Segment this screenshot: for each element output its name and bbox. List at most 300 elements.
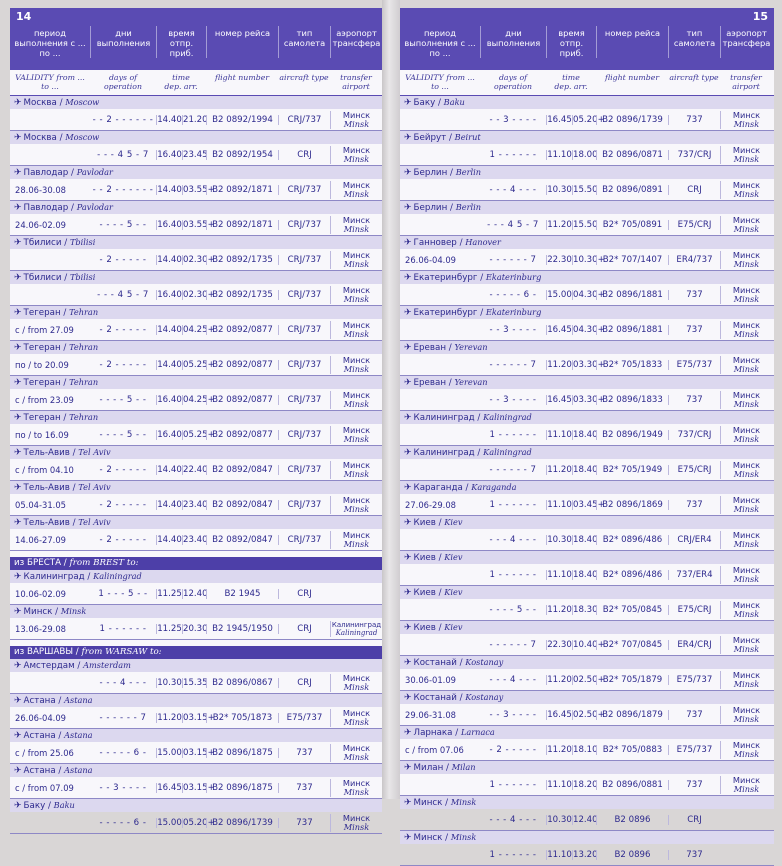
flight-row <box>400 529 774 550</box>
transfer-cell <box>720 496 772 514</box>
flight-number-cell: B2* 705/1879 <box>596 675 668 685</box>
arr-time-cell: 18.00 <box>573 149 598 160</box>
destination-name-en: Tel Aviv <box>78 482 111 492</box>
destination-name-en: Moscow <box>65 132 100 142</box>
flight-row <box>400 354 774 375</box>
flight-number-cell: B2 0896 <box>596 850 668 860</box>
header-flight: номер рейса <box>206 26 278 58</box>
transfer-cell <box>720 321 772 339</box>
transfer-cell <box>330 744 382 762</box>
destination-bar <box>400 586 774 599</box>
transfer-name: Минск <box>732 249 761 260</box>
arr-time-cell: 04.30+ <box>573 289 605 300</box>
plane-icon: ✈ <box>14 168 22 178</box>
transfer-name: Минск <box>342 249 371 260</box>
arr-time-cell: 10.40+ <box>573 639 605 650</box>
plane-icon: ✈ <box>14 483 22 493</box>
page-number: 15 <box>752 10 768 23</box>
flight-number-cell: B2 0892/1735 <box>206 255 278 265</box>
schedule-body <box>400 96 774 866</box>
plane-icon: ✈ <box>404 483 412 493</box>
transfer-name-en: Minsk <box>343 293 370 304</box>
aircraft-cell: 737 <box>278 818 330 828</box>
transfer-cell <box>720 741 772 759</box>
destination-name-en: Tel Aviv <box>78 517 111 527</box>
arr-time-cell: 23.45 <box>183 149 208 160</box>
destination-name-en: Tehran <box>69 342 99 352</box>
plane-icon: ✈ <box>404 553 412 563</box>
sub-aircraft: aircraft type <box>669 73 719 82</box>
destination-name-en: Kaliningrad <box>93 571 142 581</box>
destination-name-en: Yerevan <box>454 377 488 387</box>
plane-icon: ✈ <box>14 238 22 248</box>
section-header <box>10 557 382 570</box>
destination-bar <box>10 605 382 618</box>
flight-number-cell: B2* 707/1407 <box>596 255 668 265</box>
flight-entry <box>10 96 382 131</box>
destination-bar <box>400 271 774 284</box>
transfer-name-en: Minsk <box>733 678 760 689</box>
aircraft-cell: CRJ/737 <box>278 360 330 370</box>
transfer-name-en: Minsk <box>733 398 760 409</box>
flight-row <box>400 494 774 515</box>
aircraft-cell: 737/ER4 <box>668 570 720 580</box>
dep-time-cell: 16.40 <box>157 149 182 160</box>
flight-entry <box>10 166 382 201</box>
dep-time-cell: 14.40 <box>157 324 182 335</box>
transfer-name-en: Minsk <box>343 538 370 549</box>
destination-name-en: Tel Aviv <box>78 447 111 457</box>
destination-name: Ереван / <box>413 378 455 388</box>
destination-name: Тегеран / <box>23 308 70 318</box>
page-left <box>10 8 382 832</box>
flight-number-cell: B2 0896 <box>596 815 668 825</box>
transfer-cell <box>720 671 772 689</box>
arr-time-cell: 04.30+ <box>573 324 605 335</box>
transfer-name: Минск <box>732 529 761 540</box>
destination-bar <box>10 131 382 144</box>
flight-entry <box>10 516 382 551</box>
transfer-name: Минск <box>732 634 761 645</box>
flight-entry <box>400 376 774 411</box>
destination-name-en: Moscow <box>65 97 100 107</box>
days-cell: - - 3 - - - - <box>99 782 147 793</box>
flight-entry <box>400 726 774 761</box>
arr-time-cell: 04.25+ <box>183 324 215 335</box>
destination-name: Киев / <box>413 623 445 633</box>
section-label: из ВАРШАВЫ / <box>14 647 82 657</box>
flight-row <box>400 319 774 340</box>
transfer-cell <box>330 709 382 727</box>
flight-number-cell: B2 0896/1739 <box>596 115 668 125</box>
flight-row <box>10 742 382 763</box>
transfer-name: Минск <box>342 389 371 400</box>
transfer-cell <box>330 531 382 549</box>
destination-name-en: Kostanay <box>465 657 504 667</box>
transfer-name: Минск <box>342 812 371 823</box>
days-cell: - - - - - - 7 <box>489 464 537 475</box>
flight-row <box>10 618 382 639</box>
destination-bar <box>400 96 774 109</box>
sub-period: VALIDITY from ... to ... <box>15 73 85 91</box>
flight-entry <box>400 481 774 516</box>
flight-entry <box>400 621 774 656</box>
period-cell: с / from 23.09 <box>15 394 74 405</box>
aircraft-cell: CRJ <box>278 589 330 599</box>
aircraft-cell: CRJ/737 <box>278 395 330 405</box>
flight-row <box>400 284 774 305</box>
flight-row <box>10 144 382 165</box>
plane-icon: ✈ <box>14 378 22 388</box>
transfer-cell <box>330 426 382 444</box>
sub-transfer: transfer airport <box>730 73 762 91</box>
transfer-name: Минск <box>342 284 371 295</box>
dep-time-cell: 11.20 <box>547 674 572 685</box>
flight-entry <box>400 271 774 306</box>
transfer-name-en: Minsk <box>733 503 760 514</box>
aircraft-cell: 737 <box>668 325 720 335</box>
destination-name-en: Minsk <box>450 797 477 807</box>
dep-time-cell: 11.20 <box>547 359 572 370</box>
destination-bar <box>10 376 382 389</box>
aircraft-cell: CRJ/737 <box>278 430 330 440</box>
destination-bar <box>10 306 382 319</box>
aircraft-cell: CRJ/737 <box>278 535 330 545</box>
dep-time-cell: 22.30 <box>547 254 572 265</box>
destination-name-en: Ekaterinburg <box>485 272 542 282</box>
dep-time-cell: 22.30 <box>547 639 572 650</box>
days-cell: 1 - - - - - - <box>99 623 147 634</box>
transfer-name: Минск <box>732 389 761 400</box>
plane-icon: ✈ <box>404 798 412 808</box>
flight-number-cell: B2* 705/0845 <box>596 605 668 615</box>
destination-bar <box>10 341 382 354</box>
flight-row <box>400 739 774 760</box>
flight-row <box>10 777 382 798</box>
plane-icon: ✈ <box>404 98 412 108</box>
arr-time-cell: 05.20+ <box>573 114 605 125</box>
flight-row <box>400 459 774 480</box>
flight-number-cell: B2* 705/1949 <box>596 465 668 475</box>
arr-time-cell: 03.15+ <box>183 782 215 793</box>
transfer-name-en: Kaliningrad <box>335 628 378 637</box>
sub-time: time dep. arr. <box>554 73 588 91</box>
flight-row <box>400 634 774 655</box>
arr-time-cell: 12.40 <box>573 814 598 825</box>
header-flight: номер рейса <box>596 26 668 58</box>
transfer-cell <box>720 776 772 794</box>
header-aircraft: тип самолета <box>278 26 330 58</box>
flight-row <box>10 389 382 410</box>
period-cell: 14.06-27.09 <box>15 534 66 545</box>
flight-entry <box>10 659 382 694</box>
destination-name: Костанай / <box>413 658 466 668</box>
transfer-name-en: Minsk <box>733 118 760 129</box>
plane-icon: ✈ <box>14 203 22 213</box>
flight-row <box>10 179 382 200</box>
transfer-name-en: Minsk <box>343 328 370 339</box>
plane-icon: ✈ <box>404 378 412 388</box>
header-time: время отпр. приб. <box>156 26 206 58</box>
days-cell: - - - 4 - - - <box>489 814 537 825</box>
transfer-cell <box>330 321 382 339</box>
flight-row <box>10 459 382 480</box>
transfer-name: Минск <box>342 319 371 330</box>
transfer-name-en: Minsk <box>733 643 760 654</box>
flight-entry <box>10 799 382 834</box>
arr-time-cell: 03.30+ <box>573 359 605 370</box>
flight-number-cell: B2 1945 <box>206 589 278 599</box>
transfer-name: Минск <box>732 494 761 505</box>
destination-bar <box>10 96 382 109</box>
destination-bar <box>400 481 774 494</box>
plane-icon: ✈ <box>14 133 22 143</box>
plane-icon: ✈ <box>404 763 412 773</box>
transfer-name-en: Minsk <box>343 118 370 129</box>
destination-bar <box>10 201 382 214</box>
arr-time-cell: 04.25+ <box>183 394 215 405</box>
destination-name-en: Milan <box>451 762 476 772</box>
days-cell: - - - 4 5 - 7 <box>487 219 539 230</box>
period-cell: 27.06-29.08 <box>405 499 456 510</box>
days-cell: - - - - - 6 - <box>99 747 147 758</box>
transfer-cell <box>330 674 382 692</box>
arr-time-cell: 03.45+ <box>573 499 605 510</box>
days-cell: - - - - - - 7 <box>99 712 147 723</box>
destination-bar <box>10 694 382 707</box>
dep-time-cell: 16.45 <box>547 394 572 405</box>
schedule-body <box>10 96 382 834</box>
destination-name: Ганновер / <box>413 238 466 248</box>
flight-number-cell: B2* 705/0883 <box>596 745 668 755</box>
flight-row <box>400 809 774 830</box>
arr-time-cell: 13.20 <box>573 849 598 860</box>
dep-time-cell: 10.30 <box>547 184 572 195</box>
transfer-name-en: Minsk <box>343 433 370 444</box>
days-cell: - - - 4 - - - <box>489 534 537 545</box>
flight-number-cell: B2 0896/1949 <box>596 430 668 440</box>
transfer-name-en: Minsk <box>733 153 760 164</box>
transfer-name: Минск <box>732 599 761 610</box>
destination-name: Калининград / <box>413 413 484 423</box>
destination-name: Павлодар / <box>23 168 77 178</box>
destination-name: Тбилиси / <box>23 238 70 248</box>
dep-time-cell: 16.45 <box>547 709 572 720</box>
transfer-name: Калининград <box>331 620 382 629</box>
days-cell: - - - - 5 - - <box>99 429 147 440</box>
flight-entry <box>400 446 774 481</box>
plane-icon: ✈ <box>404 728 412 738</box>
period-cell: с / from 07.06 <box>405 744 464 755</box>
plane-icon: ✈ <box>14 607 22 617</box>
transfer-name: Минск <box>342 672 371 683</box>
flight-entry <box>10 341 382 376</box>
dep-time-cell: 15.00 <box>547 289 572 300</box>
destination-bar <box>10 166 382 179</box>
transfer-name: Минск <box>732 284 761 295</box>
transfer-name-en: Minsk <box>733 783 760 794</box>
dep-time-cell: 16.45 <box>547 324 572 335</box>
aircraft-cell: E75/CRJ <box>668 465 720 475</box>
header-days: дни выполнения <box>480 26 546 58</box>
sub-days: days of operation <box>493 73 533 91</box>
transfer-name-en: Minsk <box>343 398 370 409</box>
flight-number-cell: B2* 705/1873 <box>206 713 278 723</box>
transfer-name-en: Minsk <box>733 748 760 759</box>
plane-icon: ✈ <box>14 766 22 776</box>
flight-entry <box>400 796 774 831</box>
days-cell: 1 - - - - - - <box>489 429 537 440</box>
period-cell: по / to 20.09 <box>15 359 69 370</box>
destination-name: Ереван / <box>413 343 455 353</box>
destination-bar <box>400 131 774 144</box>
period-cell: с / from 25.06 <box>15 747 74 758</box>
section-label-en: from WARSAW to: <box>81 647 162 657</box>
days-cell: 1 - - - - - - <box>489 779 537 790</box>
aircraft-cell: CRJ <box>278 624 330 634</box>
flight-entry <box>10 570 382 605</box>
table-header <box>10 8 382 70</box>
flight-row <box>10 214 382 235</box>
aircraft-cell: CRJ/737 <box>278 290 330 300</box>
flight-number-cell: B2 0896/1875 <box>206 783 278 793</box>
transfer-name: Минск <box>342 109 371 120</box>
period-cell: с / from 07.09 <box>15 782 74 793</box>
flight-number-cell: B2 0892/0877 <box>206 395 278 405</box>
dep-time-cell: 14.40 <box>157 254 182 265</box>
flight-entry <box>400 131 774 166</box>
flight-entry <box>400 831 774 866</box>
table-header <box>400 8 774 70</box>
destination-name: Караганда / <box>413 483 472 493</box>
arr-time-cell: 15.50 <box>573 184 598 195</box>
flight-row <box>400 179 774 200</box>
period-cell: 28.06-30.08 <box>15 184 66 195</box>
transfer-name-en: Minsk <box>733 188 760 199</box>
days-cell: - - - - - - 7 <box>489 254 537 265</box>
transfer-cell <box>720 146 772 164</box>
days-cell: 1 - - - - - - <box>489 569 537 580</box>
destination-name: Киев / <box>413 518 445 528</box>
destination-bar <box>400 621 774 634</box>
destination-name: Екатеринбург / <box>413 308 486 318</box>
destination-bar <box>10 764 382 777</box>
transfer-name-en: Minsk <box>343 363 370 374</box>
plane-icon: ✈ <box>14 801 22 811</box>
aircraft-cell: CRJ/737 <box>278 220 330 230</box>
aircraft-cell: ER4/CRJ <box>668 640 720 650</box>
destination-bar <box>10 570 382 583</box>
transfer-name-en: Minsk <box>733 433 760 444</box>
dep-time-cell: 14.40 <box>157 534 182 545</box>
transfer-name-en: Minsk <box>343 786 370 797</box>
dep-time-cell: 14.40 <box>157 359 182 370</box>
flight-number-cell: B2 1945/1950 <box>206 624 278 634</box>
aircraft-cell: 737/CRJ <box>668 150 720 160</box>
days-cell: - - - 4 5 - 7 <box>97 149 149 160</box>
destination-name-en: Berlin <box>455 167 481 177</box>
page-right <box>400 8 774 860</box>
arr-time-cell: 18.40 <box>573 534 598 545</box>
flight-number-cell: B2 0896/0871 <box>596 150 668 160</box>
dep-time-cell: 10.30 <box>547 814 572 825</box>
arr-time-cell: 20.30 <box>183 623 208 634</box>
destination-name: Минск / <box>413 798 451 808</box>
period-cell: по / to 16.09 <box>15 429 69 440</box>
transfer-name: Минск <box>342 777 371 788</box>
aircraft-cell: 737/CRJ <box>668 430 720 440</box>
plane-icon: ✈ <box>14 273 22 283</box>
arr-time-cell: 05.25+ <box>183 429 215 440</box>
days-cell: - - - - - - 7 <box>489 359 537 370</box>
dep-time-cell: 14.40 <box>157 114 182 125</box>
flight-row <box>10 494 382 515</box>
transfer-name-en: Minsk <box>733 223 760 234</box>
transfer-name-en: Minsk <box>343 681 370 692</box>
transfer-cell <box>330 146 382 164</box>
dep-time-cell: 11.25 <box>157 588 182 599</box>
dep-time-cell: 11.20 <box>547 744 572 755</box>
dep-time-cell: 10.30 <box>547 534 572 545</box>
destination-bar <box>10 271 382 284</box>
period-cell: с / from 04.10 <box>15 464 74 475</box>
destination-bar <box>400 166 774 179</box>
days-cell: - - - 4 - - - <box>99 677 147 688</box>
transfer-name: Минск <box>342 179 371 190</box>
days-cell: - 2 - - - - - <box>99 499 147 510</box>
transfer-name: Минск <box>342 214 371 225</box>
flight-row <box>10 249 382 270</box>
dep-time-cell: 11.20 <box>157 712 182 723</box>
plane-icon: ✈ <box>404 833 412 843</box>
flight-row <box>10 354 382 375</box>
header-period: период выполнения с ... по ... <box>404 28 476 58</box>
flight-entry <box>400 411 774 446</box>
arr-time-cell: 03.15+ <box>183 712 215 723</box>
period-cell: 05.04-31.05 <box>15 499 66 510</box>
sub-aircraft: aircraft type <box>279 73 329 82</box>
destination-bar <box>400 656 774 669</box>
flight-entry <box>10 481 382 516</box>
section-label-en: from BREST to: <box>69 558 139 568</box>
transfer-name: Минск <box>342 742 371 753</box>
days-cell: - - - - 5 - - <box>99 219 147 230</box>
aircraft-cell: CRJ <box>278 150 330 160</box>
arr-time-cell: 22.40 <box>183 464 208 475</box>
transfer-name-en: Minsk <box>343 223 370 234</box>
flight-row <box>400 599 774 620</box>
aircraft-cell: CRJ <box>278 678 330 688</box>
plane-icon: ✈ <box>404 133 412 143</box>
flight-entry <box>400 551 774 586</box>
destination-bar <box>400 726 774 739</box>
flight-number-cell: B2 0896/0891 <box>596 185 668 195</box>
destination-name: Астана / <box>23 766 65 776</box>
section-header <box>10 646 382 659</box>
dep-time-cell: 11.10 <box>547 779 572 790</box>
period-cell: 10.06-02.09 <box>15 588 66 599</box>
flight-entry <box>10 236 382 271</box>
dep-time-cell: 11.20 <box>547 219 572 230</box>
flight-entry <box>10 306 382 341</box>
days-cell: 1 - - - - - - <box>489 499 537 510</box>
arr-time-cell: 18.10 <box>573 744 598 755</box>
flight-number-cell: B2 0892/0847 <box>206 535 278 545</box>
flight-number-cell: B2 0896/0867 <box>206 678 278 688</box>
destination-name-en: Tehran <box>69 412 99 422</box>
transfer-name-en: Minsk <box>733 468 760 479</box>
arr-time-cell: 03.30+ <box>573 394 605 405</box>
